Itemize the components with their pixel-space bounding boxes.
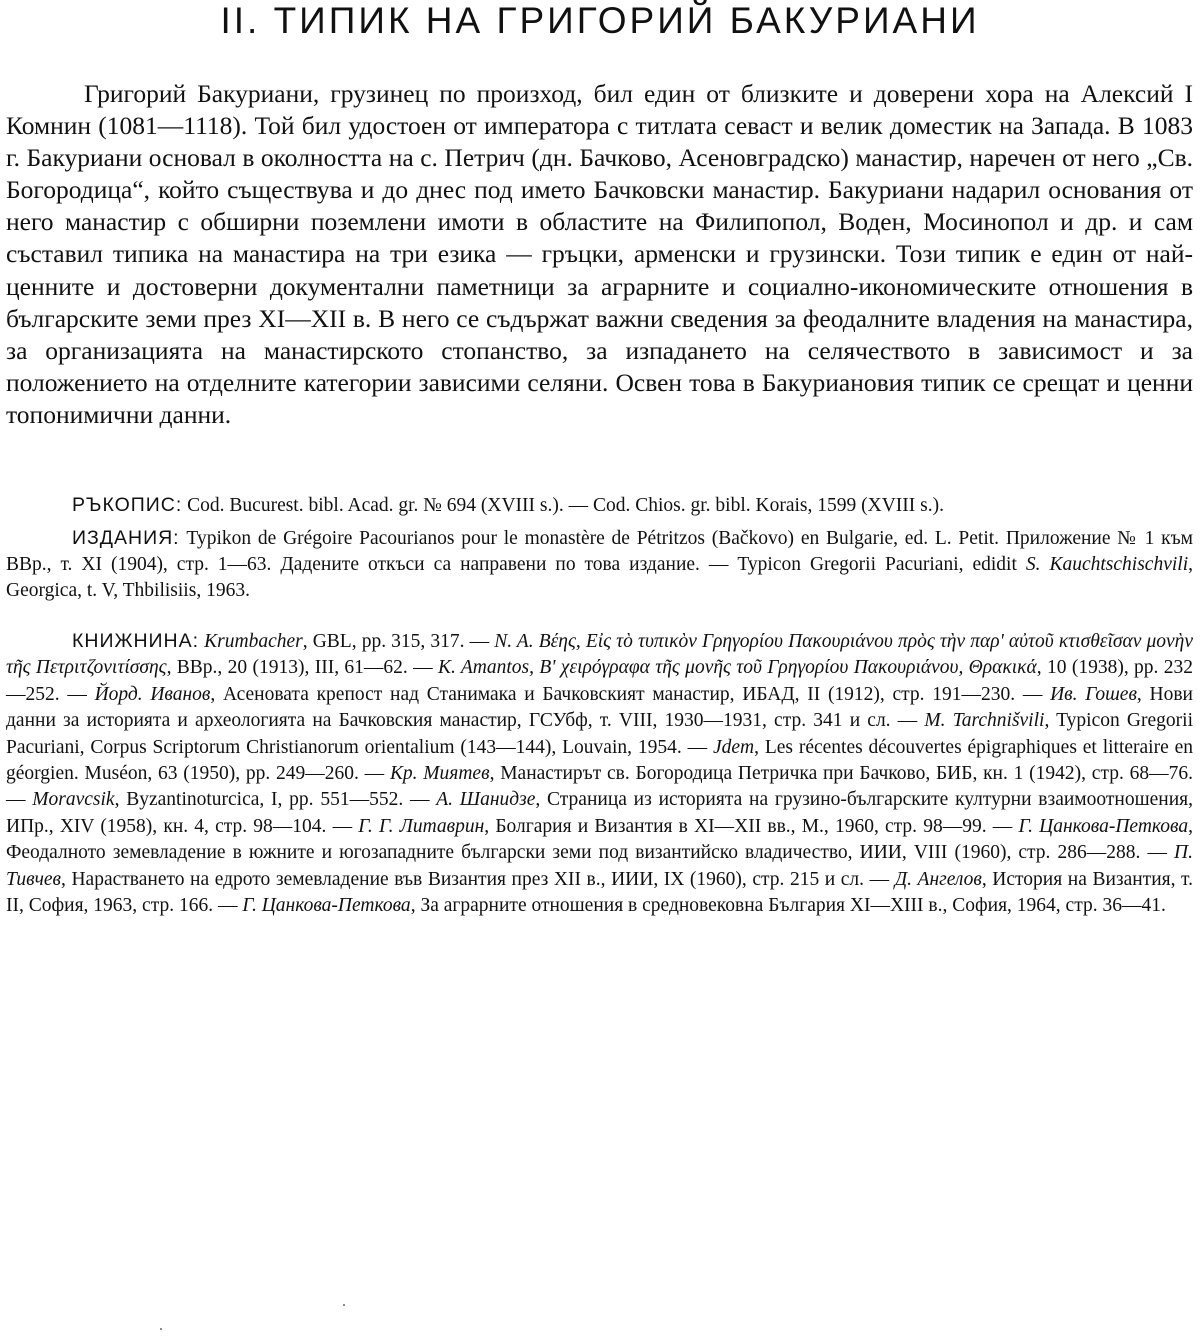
editions-text-2: , Georgica, t. V, Thbilisiis, 1963. [6, 554, 1193, 601]
literature-author: П. Тивчев [6, 842, 1193, 890]
literature-citation: , За аграрните отношения в средновековна България XI—XIII в., София, 1964, стр. 36—41. [410, 895, 1166, 917]
literature-author: Г. Цанкова-Петкова [1018, 815, 1189, 837]
literature-citation: , Typicon Gregorii Pacuriani, Corpus Scriptorum Christianorum orientalium (143—144), Louvain, 1954. — [6, 710, 1193, 758]
literature-author: Д. Ангелов [894, 868, 982, 890]
literature-citation: , BBp., 20 (1913), III, 61—62. — [166, 657, 439, 679]
literature-author: K. Amantos, Β' χειρόγραφα τῆς μονῆς τοῦ Γρηγορίου Πακουριάνου, Θρακικά [438, 657, 1037, 679]
literature-citation: , Нарастването на едрото земевладение във Византия през XII в., ИИИ, IX (1960), стр. 215 и сл. — [61, 868, 895, 890]
literature-author: Г. Г. Литаврин [358, 815, 485, 837]
literature-author: Йорд. Иванов [94, 683, 211, 705]
literature-citation: , Асеновата крепост над Станимака и Бачковският манастир, ИБАД, II (1912), стр. 191—230. — [210, 683, 1051, 705]
scan-speck [160, 1328, 162, 1330]
literature-author: Jdem [712, 736, 755, 758]
literature-citation: , Страница из историята на грузино-българските културни взаимоотношения, ИПр., XIV (1958), кн. 4, стр. 98—104. — [6, 789, 1193, 837]
manuscripts-text: Cod. Bucurest. bibl. Acad. gr. № 694 (XVIII s.). — Cod. Chios. gr. bibl. Korais, 1599 (XVIII s.). [187, 495, 944, 516]
sources-block [6, 492, 1193, 610]
literature-citation: , Byzantinoturcica, I, pp. 551—552. — [114, 789, 437, 811]
literature-author: Krumbacher [204, 631, 303, 652]
literature-citation: , Болгария и Византия в XI—XII вв., М., 1960, стр. 98—99. — [484, 815, 1019, 837]
literature-author: А. Шанидзе [436, 789, 536, 811]
manuscripts-entry [6, 492, 1193, 519]
editions-author: S. Kauchtschischvili [1025, 554, 1189, 575]
manuscripts-label: РЪКОПИС: [72, 494, 183, 516]
literature-entry [6, 628, 1193, 919]
literature-author: Ив. Гошев [1050, 683, 1137, 705]
editions-text-1: Typikon de Grégoire Pacourianos pour le monastère de Pétritzos (Bačkovo) en Bulgarie, ed. L. Petit. Приложение № 1 към ВВр., т. XI (1904), стр. 1—63. Дадените откъси са направени по това издание. — Typicon Gregorii Pacuriani, edidit [6, 528, 1193, 575]
literature-author: Moravcsik [32, 789, 115, 811]
editions-entry [6, 525, 1193, 604]
page-title: II. ТИПИК НА ГРИГОРИЙ БАКУРИАНИ [220, 0, 980, 41]
literature-author: Кр. Миятев [389, 763, 490, 785]
literature-citation: , 10 (1938), pp. 232—252. — [6, 657, 1194, 705]
literature-citation: , История на Византия, т. II, София, 1963, стр. 166. — [6, 868, 1193, 917]
literature-citation: , GBL, pp. 315, 317. — [302, 631, 495, 652]
literature-author: Г. Цанкова-Петкова [242, 895, 411, 917]
literature-citation: , Феодалното земевладение в южните и югозападните български земи под византийско владичество, ИИИ, VIII (1960), стр. 286—288. — [6, 815, 1193, 864]
intro-paragraph: Григорий Бакуриани, грузинец по произход, бил един от близките и доверени хора на Алексий I Комнин (1081—1118). Той бил удостоен от императора с титлата севаст и велик доместик на Запада. В 1083 г. Бакуриани основал в околността на с. Петрич (дн. Бачково, Асеновградско) манастир, наречен от него „Св. Богородица“, който съществува и до днес под името Бачковски манастир. Бакуриани надарил основания от него манастир с обширни поземлени имоти в областите на Филипопол, Воден, Мосинопол и др. и сам съставил типика на манастира на три езика — гръцки, арменски и грузински. Този типик е един от най-ценните и достоверни документални паметници за аграрните и социално-икономическите отношения в българските земи през XI—XII в. В него се съдържат важни сведения за феодалните владения на манастира, за организацията на манастирското стопанство, за изпадането на селячеството в зависимост и за положението на отделните категории зависими селяни. Освен това в Бакуриановия типик се срещат и ценни топонимични данни. [6, 79, 1193, 429]
editions-label: ИЗДАНИЯ: [72, 527, 180, 549]
scan-speck [343, 1304, 345, 1306]
literature-citation: , Les récentes découvertes épigraphiques et litteraire en géorgien. Muséon, 63 (1950), pp. 249—260. — [6, 736, 1193, 785]
literature-author: M. Tarchnišvili [924, 710, 1045, 732]
literature-citation: , Манастирът св. Богородица Петричка при Бачково, БИБ, кн. 1 (1942), стр. 68—76. — [6, 763, 1193, 811]
literature-author: N. A. Βέης, Εἰς τὸ τυπικὸν Γρηγορίου Πακουριάνου πρὸς τὴν παρ' αὐτοῦ κτισθεῖσαν μονὴν τῆς Πετριτζονιτίσσης [6, 631, 1193, 679]
literature-list [6, 631, 1193, 916]
literature-citation: , Нови данни за историята и археологията на Бачковския манастир, ГСУбф, т. VIII, 1930—1931, стр. 341 и сл. — [6, 683, 1193, 732]
literature-label: КНИЖНИНА: [72, 630, 200, 652]
